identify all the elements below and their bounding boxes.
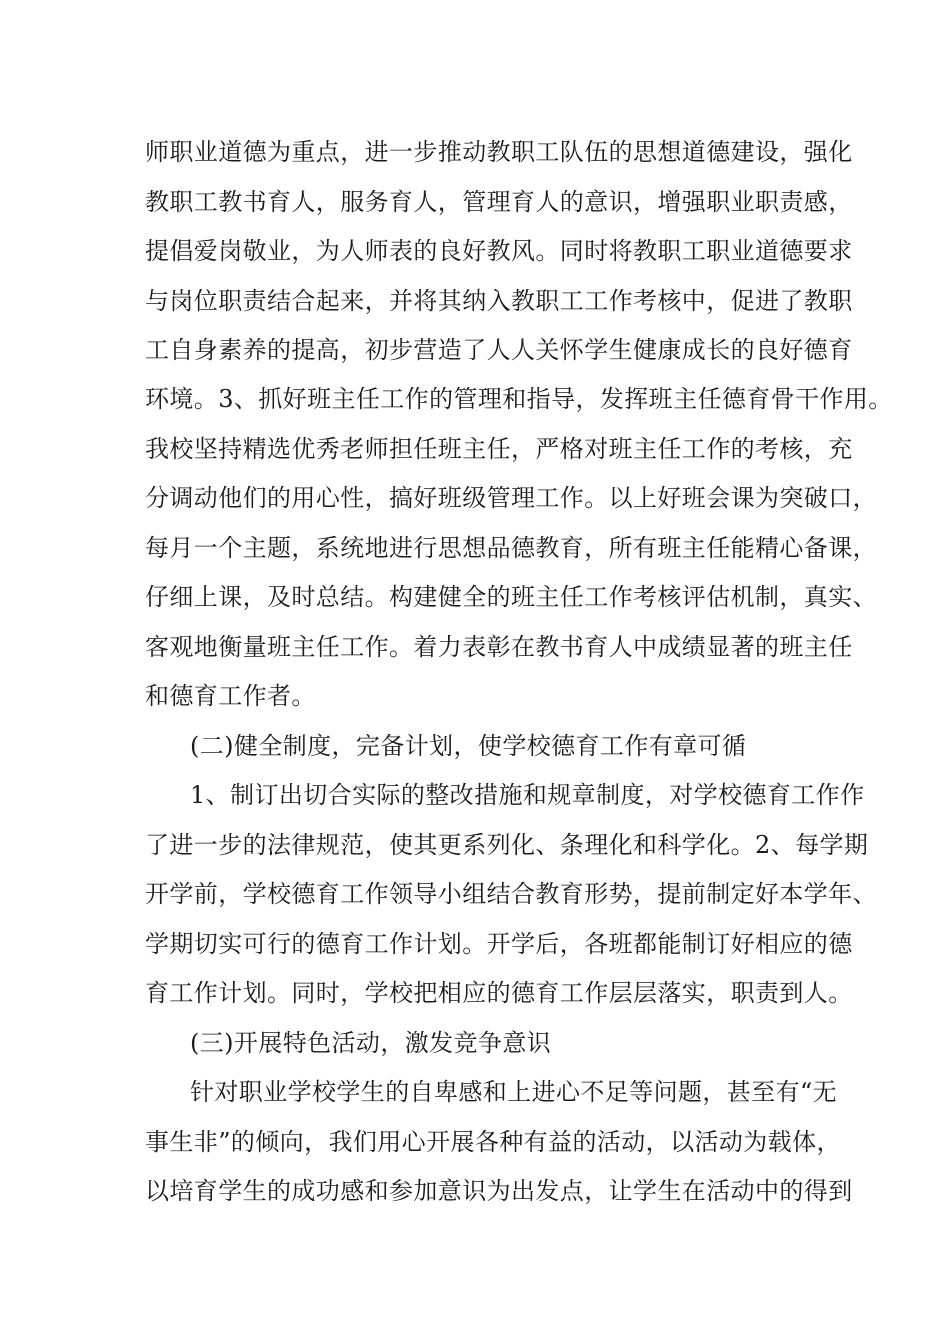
text-line: 针对职业学校学生的自卑感和上进心不足等问题，甚至有“无 [190,1078,838,1106]
text-line: 环境。3、抓好班主任工作的管理和指导，发挥班主任德育骨干作用。 [145,385,893,413]
text-line: 教职工教书育人，服务育人，管理育人的意识，增强职业职责感， [145,188,853,216]
text-line: 提倡爱岗敬业，为人师表的良好教风。同时将教职工职业道德要求 [145,237,853,265]
text-line: 了进一步的法律规范，使其更系列化、条理化和科学化。2、每学期 [145,831,869,859]
text-line: 工自身素养的提高，初步营造了人人关怀学生健康成长的良好德育 [145,336,853,364]
text-line: 开学前，学校德育工作领导小组结合教育形势，提前制定好本学年、 [145,880,877,908]
text-line: 事生非”的倾向，我们用心开展各种有益的活动，以活动为载体， [145,1128,841,1156]
text-line: 每月一个主题，系统地进行思想品德教育，所有班主任能精心备课， [145,534,877,562]
section-heading: (二)健全制度，完备计划，使学校德育工作有章可循 [190,732,747,760]
section-heading: (三)开展特色活动，激发竞争意识 [190,1029,552,1057]
text-line: 师职业道德为重点，进一步推动教职工队伍的思想道德建设，强化 [145,138,853,166]
text-line: 与岗位职责结合起来，并将其纳入教职工工作考核中，促进了教职 [145,287,853,315]
text-line: 1、制订出切合实际的整改措施和规章制度，对学校德育工作作 [190,781,865,809]
text-line: 分调动他们的用心性，搞好班级管理工作。以上好班会课为突破口， [145,484,877,512]
text-line: 和德育工作者。 [145,682,316,710]
text-line: 以培育学生的成功感和参加意识为出发点，让学生在活动中的得到 [145,1177,853,1205]
text-line: 育工作计划。同时，学校把相应的德育工作层层落实，职责到人。 [145,979,853,1007]
text-line: 我校坚持精选优秀老师担任班主任，严格对班主任工作的考核，充 [145,435,853,463]
text-line: 仔细上课，及时总结。构建健全的班主任工作考核评估机制，真实、 [145,583,877,611]
text-line: 学期切实可行的德育工作计划。开学后，各班都能制订好相应的德 [145,930,853,958]
text-line: 客观地衡量班主任工作。着力表彰在教书育人中成绩显著的班主任 [145,633,853,661]
